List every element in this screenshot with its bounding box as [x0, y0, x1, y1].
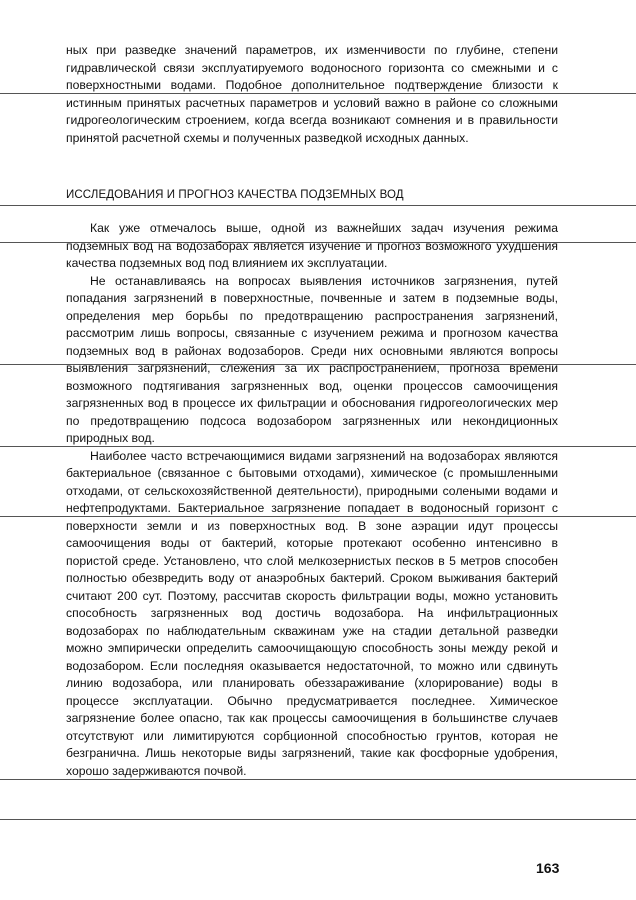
scan-rule: [0, 205, 636, 206]
paragraph: Как уже отмечалось выше, одной из важнейших задач изучения режима подземных вод на водозаборах является изучение и прогноз возможного ухудшения качества подземных вод под влиянием их эксплуатации.: [66, 221, 558, 270]
section-heading: ИССЛЕДОВАНИЯ И ПРОГНОЗ КАЧЕСТВА ПОДЗЕМНЫХ ВОД: [66, 189, 404, 201]
page-number: 163: [536, 860, 560, 876]
top-text-block: [66, 42, 558, 147]
paragraph: Не останавливаясь на вопросах выявления источников загрязнения, путей попадания загрязнений в поверхностные, почвенные и затем в подземные воды, определения мер борьбы по предотвращению распространения загрязнений, рассмотрим лишь вопросы, связанные с изучением режима и прогнозом качества подземных вод в районах водозаборов. Среди них основными являются вопросы выявления загрязнений, слежения за их распространением, прогноза времени возможного подтягивания загрязненных вод, оценки процессов самоочищения загрязненных вод в процессе их фильтрации и обоснования гидрогеологических мер по предотвращению подсоса водозабором загрязненных или некондиционных природных вод.: [66, 273, 558, 445]
paragraph: Наиболее часто встречающимися видами загрязнений на водозаборах являются бактериальное (связанное с бытовыми отходами), химическое (с промышленными отходами, от сельскохозяйственной деятельности), природными солеными водами и нефтепродуктами. Бактериальное загрязнение попадает в водоносный горизонт с поверхности земли и из поверхностных вод. В зоне аэрации идут процессы самоочищения воды от бактерий, которые протекают особенно интенсивно в пористой среде. Установлено, что слой мелкозернистых песков в 5 метров способен полностью обезвредить воду от анаэробных бактерий. Сроком выживания бактерий считают 200 сут. Поэтому, рассчитав скорость фильтрации воды, можно установить способность загрязненных вод достичь водозабора. На инфильтрационных водозаборах по наблюдательным скважинам уже на стадии детальной разведки можно эмпирически определить самоочищающую способность зоны между рекой и водозабором. Если последняя оказывается недостаточной, то можно или сдвинуть линию водозабора, или планировать обеззараживание (хлорирование) воды в процессе эксплуатации. Обычно предусматривается последнее. Химическое загрязнение более опасно, так как процессы самоочищения в большинстве случаев отсутствуют или лимитируются сорбционной способностью грунтов, которая не безгранична. Лишь некоторые виды загрязнений, такие как фосфорные удобрения, хорошо задерживаются почвой.: [66, 448, 558, 778]
scan-rule: [0, 819, 636, 820]
main-text-block: [66, 220, 558, 780]
paragraph: ных при разведке значений параметров, их изменчивости по глубине, степени гидравлической связи эксплуатируемого водоносного горизонта со смежными и с поверхностными водами. Подобное дополнительное подтверждение близости к истинным принятых расчетных параметров и условий важно в районе со сложными гидрогеологическим строением, когда всегда возникают сомнения и в правильности принятой расчетной схемы и полученных разведкой исходных данных.: [66, 43, 558, 145]
